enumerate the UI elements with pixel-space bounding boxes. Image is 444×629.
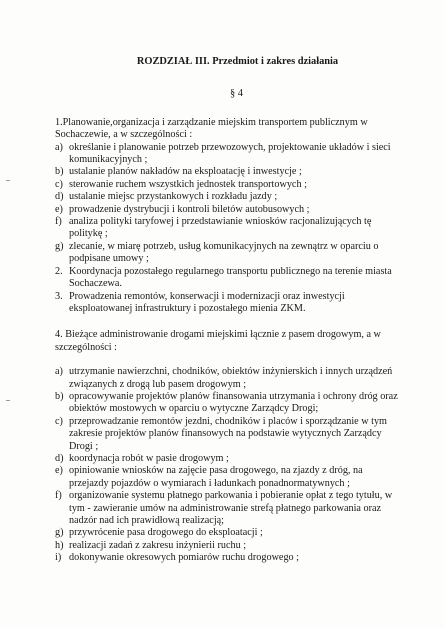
list-item: f) analiza polityki taryfowej i przedstawianie wniosków racjonalizujących tę politykę ; xyxy=(55,216,372,240)
list-item: h) realizacji zadań z zakresu inżynierii ruchu ; xyxy=(55,539,247,551)
list-item: a) określanie i planowanie potrzeb przewozowych, projektowanie układów i sieci komunikacyjnych ; xyxy=(55,141,391,166)
list-item: c) sterowanie ruchem wszystkich jednostek transportowych ; xyxy=(55,178,307,190)
list-item: e) opiniowanie wniosków na zajęcie pasa drogowego, na zjazdy z dróg, na przejazdy pojazdów o wymiarach i ładunkach ponadnormatywnych ; xyxy=(55,465,363,489)
list-item: f) organizowanie systemu płatnego parkowania i pobieranie opłat z tego tytułu, w tym - zawieranie umów na administrowanie strefą płatnego parkowania oraz nadzór nad ich prawidłową realizacją; xyxy=(55,490,393,526)
list-item: c) przeprowadzanie remontów jezdni, chodników i placów i sporządzanie w tym zakresie projektów planów finansowych na podstawie wytycznych Zarządcy Drogi ; xyxy=(55,415,387,452)
list-item: i) dokonywanie okresowych pomiarów ruchu drogowego ; xyxy=(55,552,300,564)
list-item: b) ustalanie planów nakładów na eksploatację i inwestycje ; xyxy=(55,166,302,178)
list-item: g) przywrócenie pasa drogowego do eksploatacji ; xyxy=(55,527,263,539)
list-item: g) zlecanie, w miarę potrzeb, usług komunikacyjnych na zewnątrz w oparciu o podpisane umowy ; xyxy=(55,240,379,265)
point-1-list xyxy=(55,142,400,266)
list-item: e) prowadzenie dystrybucji i kontroli biletów autobusowych ; xyxy=(55,203,310,215)
chapter-title: ROZDZIAŁ III. Przedmiot i zakres działania xyxy=(136,56,339,67)
section-number: § 4 xyxy=(230,88,243,100)
list-item: d) koordynacja robót w pasie drogowym ; xyxy=(55,452,229,464)
list-item: b) opracowywanie projektów planów finansowania utrzymania i ochrony dróg oraz obiektów mostowych w oparciu o wytyczne Zarządcy Drogi; xyxy=(55,390,398,415)
point-4-list xyxy=(55,366,400,565)
point-3: 3. Prowadzenia remontów, konserwacji i modernizacji oraz inwestycji eksploatowanej infrastruktury i pozostałego mienia ZKM. xyxy=(55,290,345,314)
document-body xyxy=(55,56,400,565)
point-1-intro: 1.Planowanie,organizacja i zarządzanie miejskim transportem publicznym w Sochaczewie, a w szczególności : xyxy=(55,116,368,141)
scan-artifact xyxy=(6,180,10,181)
list-item: a) utrzymanie nawierzchni, chodników, obiektów inżynierskich i innych urządzeń związanych z drogą lub pasem drogowym ; xyxy=(55,366,393,390)
point-4-intro: 4. Bieżące administrowanie drogami miejskimi łącznie z pasem drogowym, a w szczególności : xyxy=(55,329,381,353)
list-item: d) ustalanie miejsc przystankowych i rozkładu jazdy ; xyxy=(55,191,278,203)
point-2: 2. Koordynacja pozostałego regularnego transportu publicznego na terenie miasta Sochaczewa. xyxy=(55,265,392,290)
scan-artifact xyxy=(6,400,10,401)
